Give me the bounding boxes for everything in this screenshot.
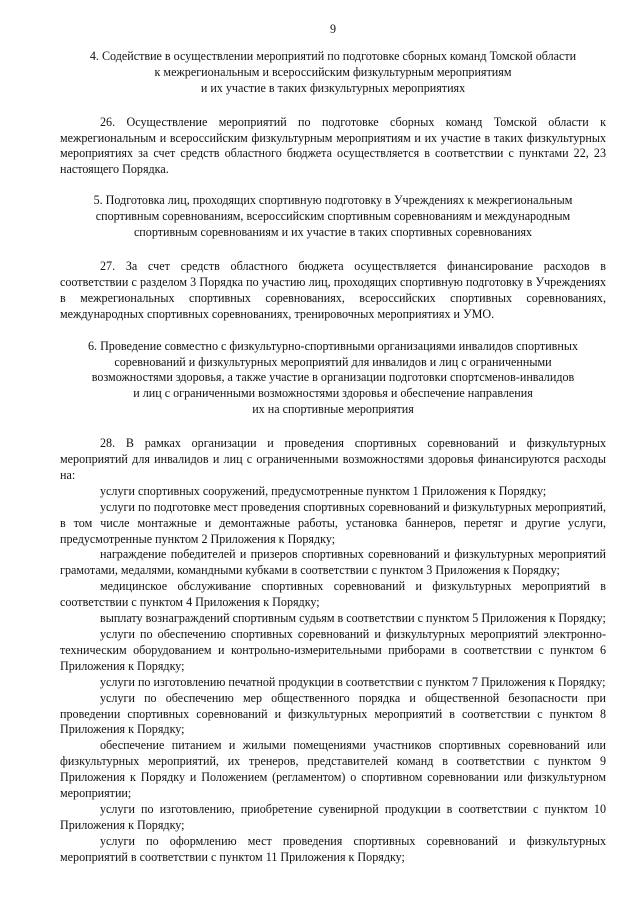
list-item: услуги по обеспечению спортивных соревнований и физкультурных мероприятий электронно-техническим оборудованием и контрольно-измерительными приборами в соответствии с пунктом 6 Приложения к Порядку; <box>60 627 606 673</box>
expense-list <box>60 484 606 866</box>
heading-line: 6. Проведение совместно с физкультурно-спортивными организациями инвалидов спортивных <box>87 338 579 353</box>
section-4-heading <box>60 49 606 97</box>
section-5-heading <box>60 193 606 241</box>
list-item: выплату вознаграждений спортивным судьям в соответствии с пунктом 5 Приложения к Порядку; <box>100 611 606 626</box>
heading-line: 5. Подготовка лиц, проходящих спортивную подготовку в Учреждениях к межрегиональным <box>93 193 573 208</box>
list-item: услуги по изготовлению печатной продукции в соответствии с пунктом 7 Приложения к Порядку; <box>100 674 606 689</box>
heading-line: 4. Содействие в осуществлении мероприятий по подготовке сборных команд Томской области <box>89 48 577 63</box>
heading-line: спортивным соревнованиям и их участие в таких спортивных соревнованиях <box>133 225 533 240</box>
heading-line: соревнований и физкультурных мероприятий для инвалидов и лиц с ограниченными <box>114 354 552 369</box>
paragraph-28-intro: 28. В рамках организации и проведения спортивных соревнований и физкультурных мероприятий для инвалидов и лиц с ограниченными возможностями здоровья финансируются расходы на: <box>60 436 606 482</box>
list-item: услуги по обеспечению мер общественного порядка и общественной безопасности при проведении спортивных соревнований и физкультурных мероприятий в соответствии с пунктом 8 Приложения к Порядку; <box>60 690 606 737</box>
heading-line: и лиц с ограниченными возможностями здоровья и обеспечение направления <box>133 386 533 401</box>
list-item: услуги по подготовке мест проведения спортивных соревнований и физкультурных мероприятий, в том числе монтажные и демонтажные работы, установка баннеров, перетяг и другие услуги, предусмотренные пунктом 2 Приложения к Порядку; <box>60 499 606 546</box>
list-item: услуги спортивных сооружений, предусмотренные пунктом 1 Приложения к Порядку; <box>100 483 547 498</box>
list-item: медицинское обслуживание спортивных соревнований и физкультурных мероприятий в соответствии с пунктом 4 Приложения к Порядку; <box>60 579 606 610</box>
list-item: награждение победителей и призеров спортивных соревнований и физкультурных мероприятий грамотами, медалями, командными кубками в соответствии с пунктом 3 Приложения к Порядку; <box>60 547 606 578</box>
list-item: услуги по изготовлению, приобретение сувенирной продукции в соответствии с пунктом 10 Приложения к Порядку; <box>60 801 606 832</box>
section-6-heading <box>60 339 606 419</box>
heading-line: спортивным соревнованиям, всероссийским спортивным соревнованиям и международным <box>95 209 571 224</box>
paragraph-26: 26. Осуществление мероприятий по подготовке сборных команд Томской области к межрегиональным и всероссийским физкультурным мероприятиям и их участие в таких физкультурных мероприятиях за счет средств областного бюджета осуществляется в соответствии с пунктами 22, 23 настоящего Порядка. <box>60 114 606 177</box>
heading-line: их на спортивные мероприятия <box>252 402 414 417</box>
list-item: обеспечение питанием и жилыми помещениями участников спортивных соревнований или физкультурных мероприятий, их тренеров, представителей команд в соответствии с пунктом 9 Приложения к Порядку и Положением (регламентом) о спортивном соревновании или физкультурном мероприятии; <box>60 738 606 801</box>
heading-line: возможностями здоровья, а также участие в организации подготовки спортсменов-инвалидов <box>91 370 575 385</box>
list-item: услуги по оформлению мест проведения спортивных соревнований и физкультурных мероприятий в соответствии с пунктом 11 Приложения к Порядку; <box>60 833 606 864</box>
heading-line: и их участие в таких физкультурных мероприятиях <box>200 80 466 95</box>
paragraph-27: 27. За счет средств областного бюджета осуществляется финансирование расходов в соответствии с разделом 3 Порядка по участию лиц, проходящих спортивную подготовку в Учреждениях в межрегиональных спортивных соревнованиях, всероссийских спортивных соревнованиях, международных спортивных соревнованиях, тренировочных мероприятиях и УМО. <box>60 258 606 321</box>
page-number: 9 <box>329 22 337 36</box>
heading-line: к межрегиональным и всероссийским физкультурным мероприятиям <box>154 64 512 79</box>
